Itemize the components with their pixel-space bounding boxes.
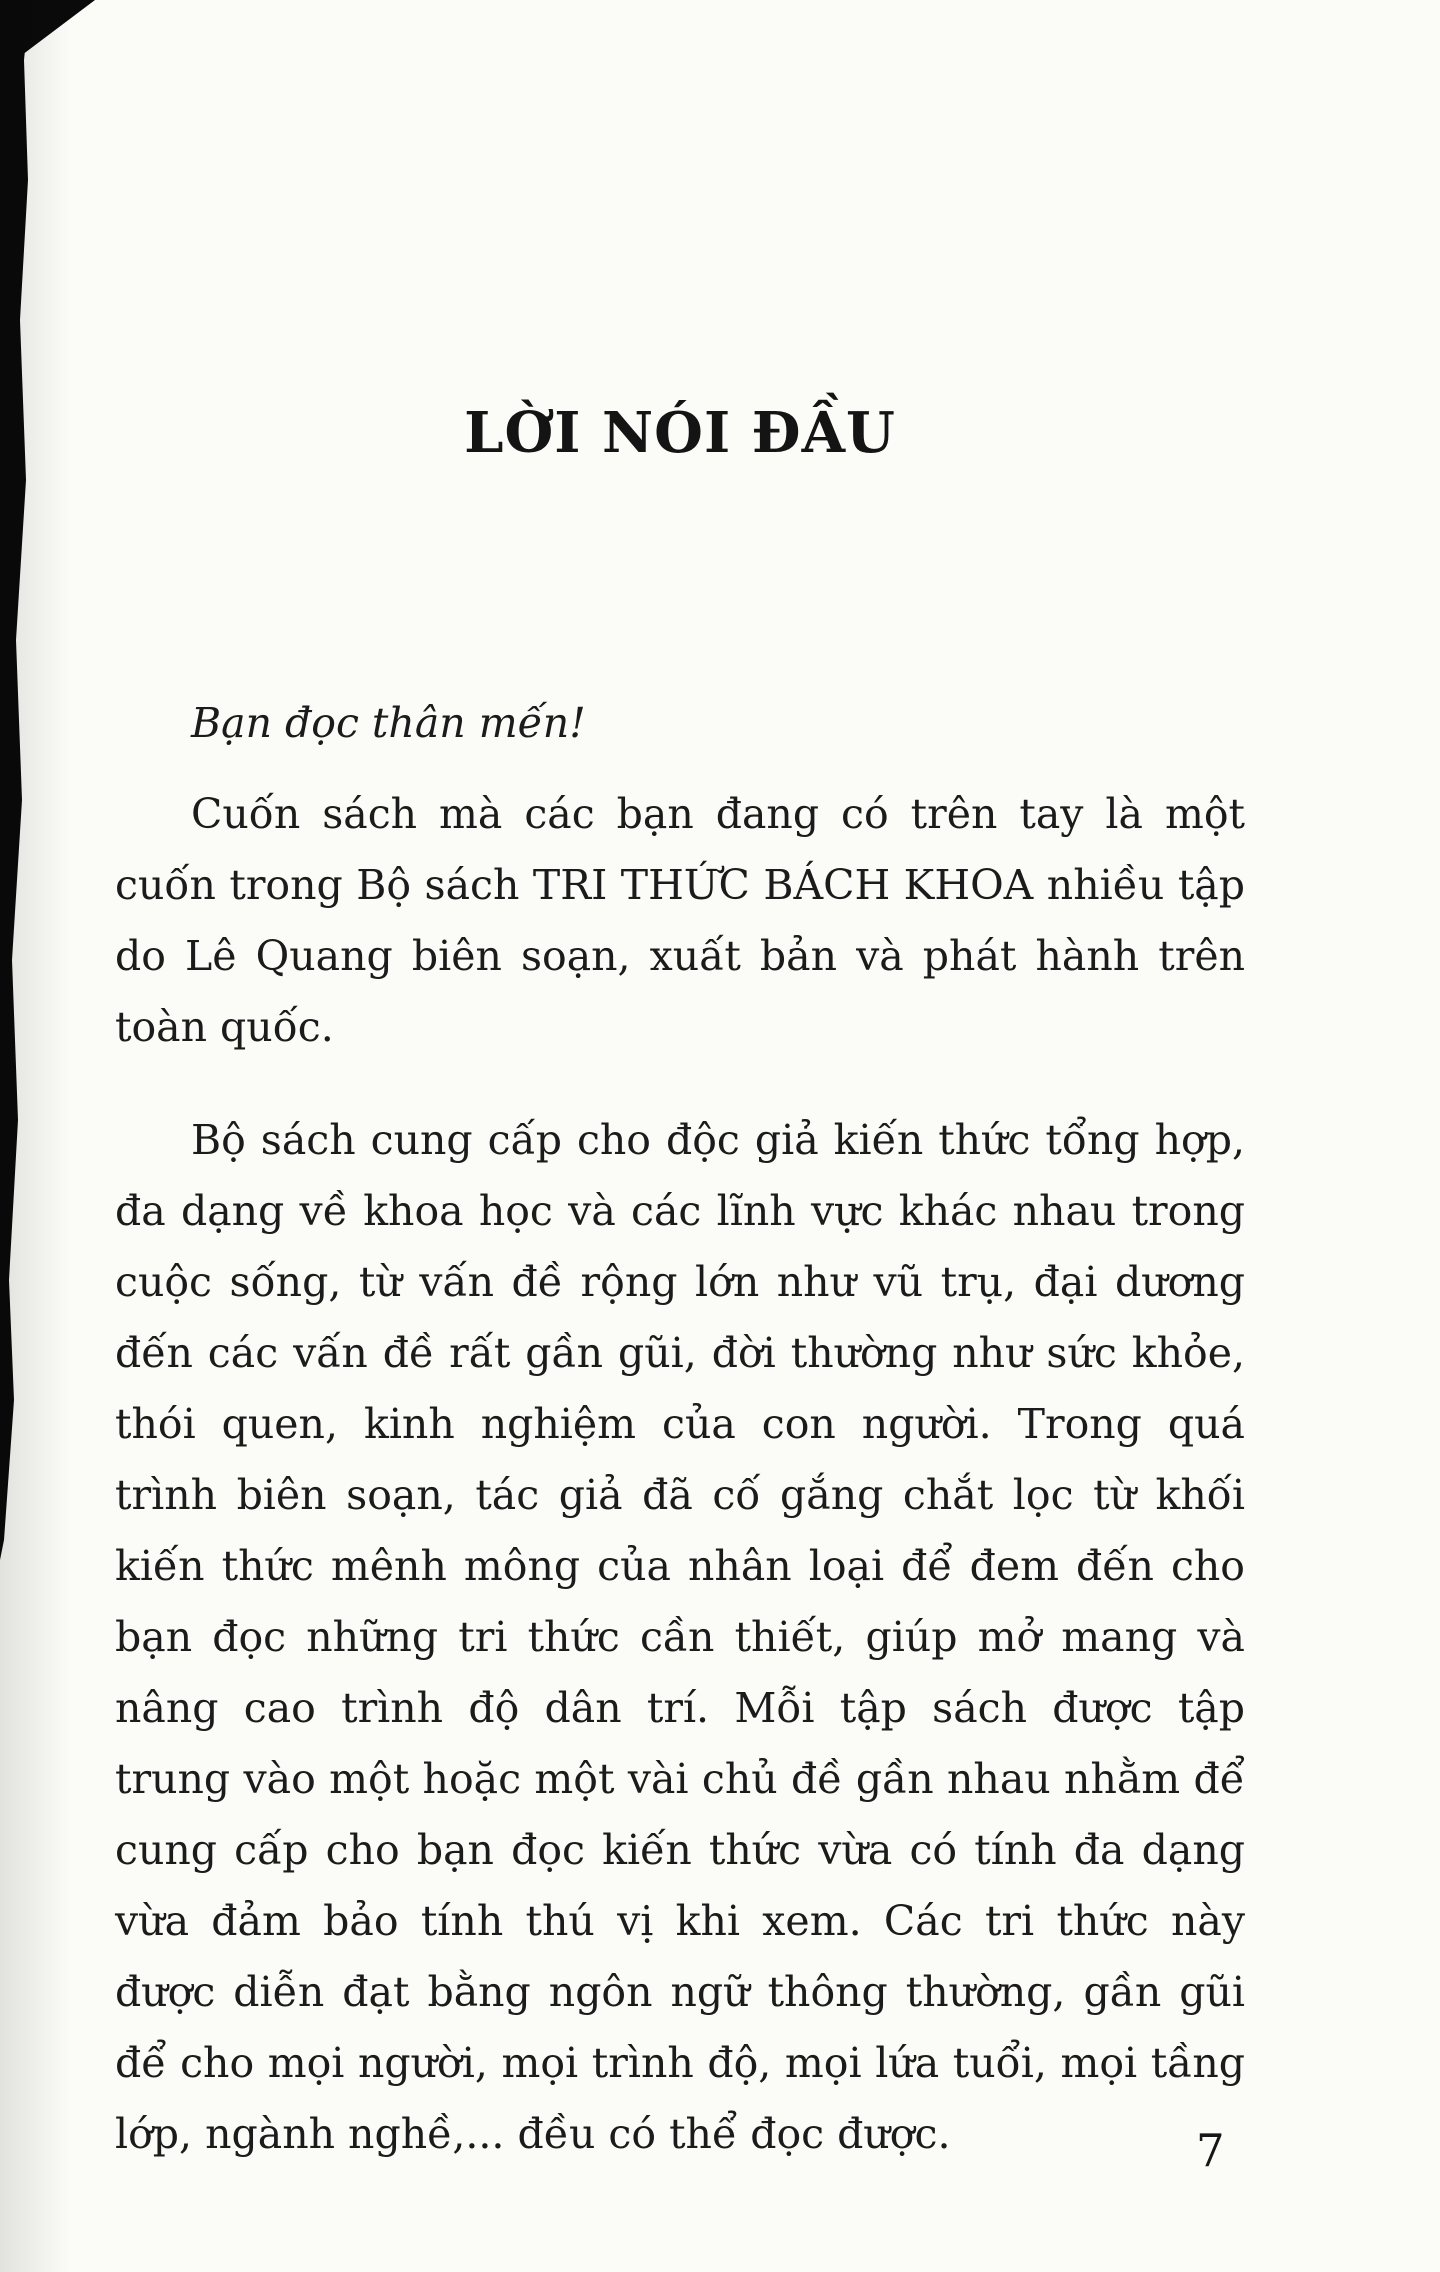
page-body [115, 688, 1245, 2170]
paragraph-1: Cuốn sách mà các bạn đang có trên tay là một cuốn trong Bộ sách TRI THỨC BÁCH KHOA nhiều tập do Lê Quang biên soạn, xuất bản và phát hành trên toàn quốc. [115, 790, 1245, 1051]
scan-edge-strip [0, 0, 40, 1600]
paragraph-2: Bộ sách cung cấp cho độc giả kiến thức tổng hợp, đa dạng về khoa học và các lĩnh vực khác nhau trong cuộc sống, từ vấn đề rộng lớn như vũ trụ, đại dương đến các vấn đề rất gần gũi, đời thường như sức khỏe, thói quen, kinh nghiệm của con người. Trong quá trình biên soạn, tác giả đã cố gắng chắt lọc từ khối kiến thức mênh mông của nhân loại để đem đến cho bạn đọc những tri thức cần thiết, giúp mở mang và nâng cao trình độ dân trí. Mỗi tập sách được tập trung vào một hoặc một vài chủ đề gần nhau nhằm để cung cấp cho bạn đọc kiến thức vừa có tính đa dạng vừa đảm bảo tính thú vị khi xem. Các tri thức này được diễn đạt bằng ngôn ngữ thông thường, gần gũi để cho mọi người, mọi trình độ, mọi lứa tuổi, mọi tầng lớp, ngành nghề,... đều có thể đọc được. [115, 1116, 1245, 2158]
page-title: LỜI NÓI ĐẦU [464, 400, 896, 466]
scan-corner-mark [0, 0, 95, 58]
page-number: 7 [1196, 2124, 1225, 2177]
salutation-line: Bạn đọc thân mến! [191, 699, 586, 747]
